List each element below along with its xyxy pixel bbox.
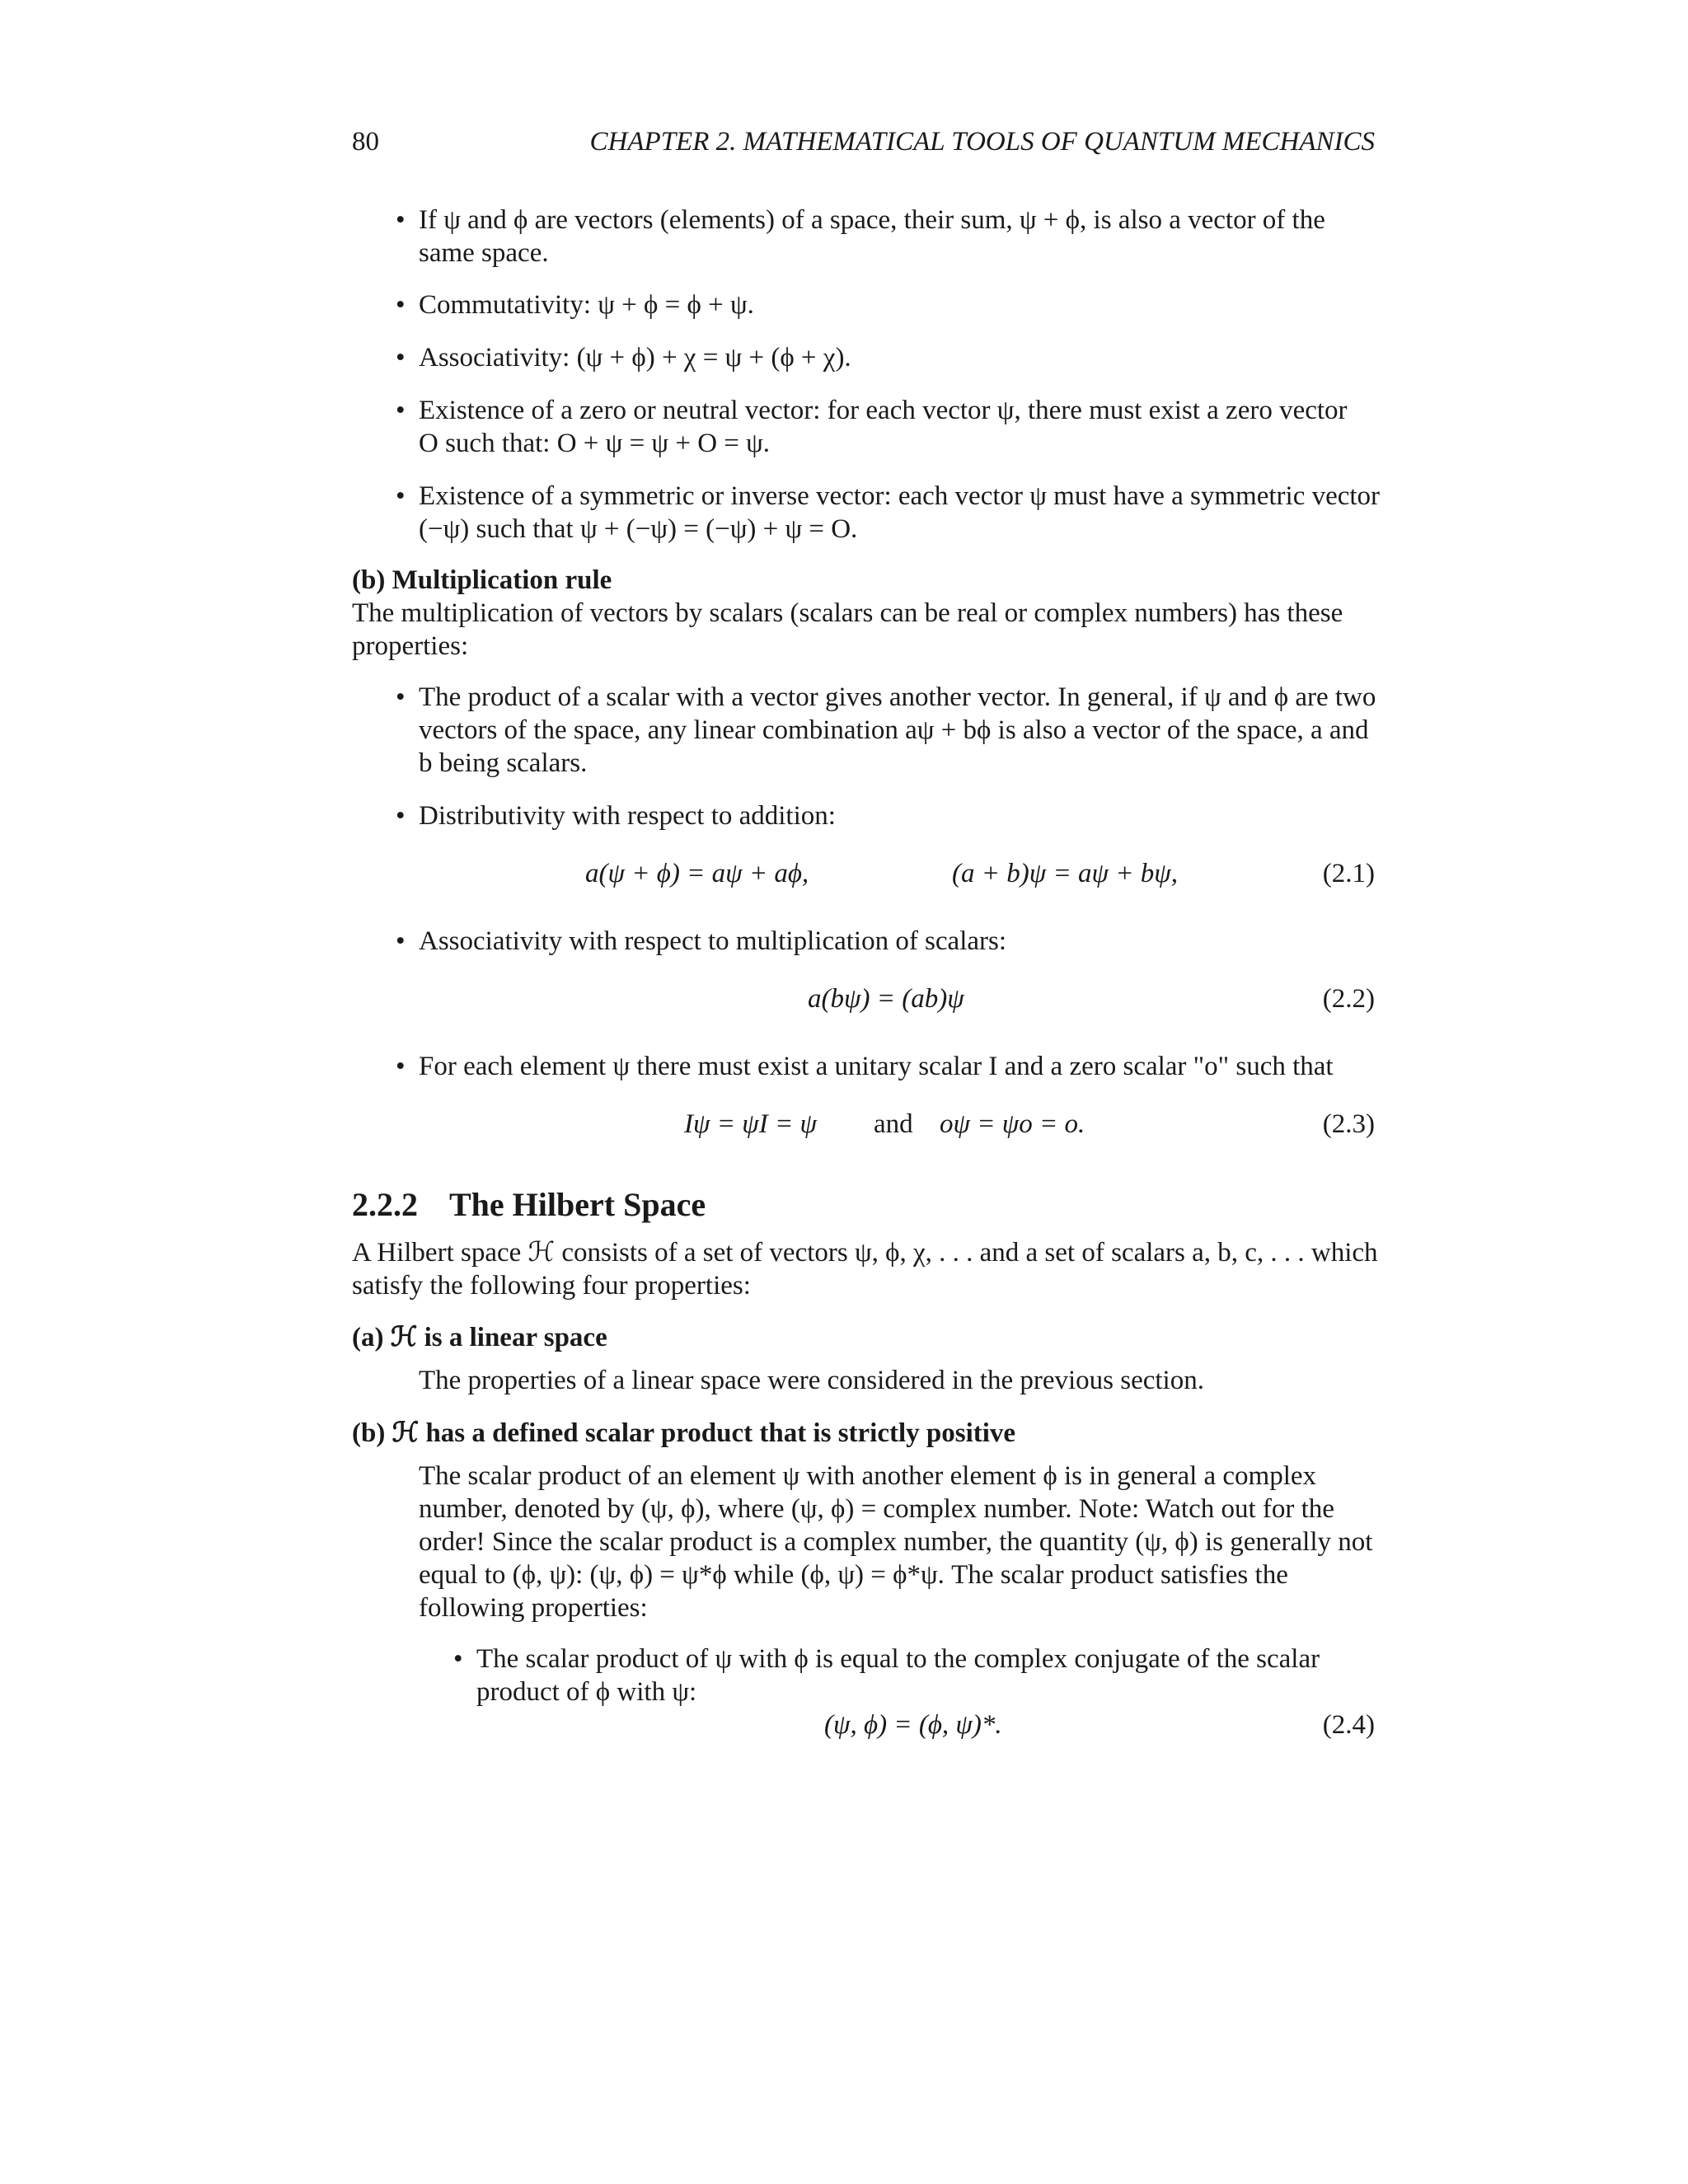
property-a-text: The properties of a linear space were considered in the previous section.: [419, 1366, 1204, 1395]
multiplication-bullet-distributivity: Distributivity with respect to addition:: [419, 801, 836, 831]
equation-number-2-4: (2.4): [1322, 1710, 1375, 1740]
section-number: 2.2.2: [352, 1186, 418, 1223]
bullet-marker: •: [396, 682, 406, 712]
multiplication-intro: The multiplication of vectors by scalars (scalars can be real or complex numbers) has these properties:: [352, 598, 1343, 661]
equation-number-2-2: (2.2): [1322, 984, 1375, 1014]
equation-2-3-and: and: [874, 1109, 913, 1139]
property-a-heading: (a) ℋ is a linear space: [352, 1323, 607, 1352]
bullet-marker: •: [453, 1644, 463, 1674]
equation-2-2: a(bψ) = (ab)ψ: [808, 984, 964, 1014]
equation-2-3-left: Iψ = ψI = ψ: [684, 1109, 818, 1139]
bullet-marker: •: [396, 926, 406, 956]
equation-2-4: (ψ, ϕ) = (ϕ, ψ)*.: [824, 1710, 1002, 1740]
addition-bullet-inverse-vector: Existence of a symmetric or inverse vector: each vector ψ must have a symmetric vector (−ψ) such that ψ + (−ψ) = (−ψ) + ψ = O.: [419, 481, 1381, 544]
section-heading: [352, 1185, 706, 1225]
equation-2-1-right: (a + b)ψ = aψ + bψ,: [952, 859, 1179, 888]
bullet-marker: •: [396, 290, 406, 320]
addition-bullet-commutativity: Commutativity: ψ + ϕ = ϕ + ψ.: [419, 290, 754, 320]
addition-bullet-associativity: Associativity: (ψ + ϕ) + χ = ψ + (ϕ + χ).: [419, 343, 851, 373]
running-head: CHAPTER 2. MATHEMATICAL TOOLS OF QUANTUM MECHANICS: [589, 127, 1375, 157]
equation-2-3-right: oψ = ψo = o.: [940, 1109, 1085, 1139]
hilbert-space-intro: A Hilbert space ℋ consists of a set of vectors ψ, ϕ, χ, . . . and a set of scalars a, b, c, . . . which satisfy the following four properties:: [352, 1238, 1378, 1301]
addition-bullet-closure: If ψ and ϕ are vectors (elements) of a space, their sum, ψ + ϕ, is also a vector of the same space.: [419, 205, 1325, 268]
bullet-marker: •: [396, 801, 406, 831]
scalar-product-bullet-conjugate: The scalar product of ψ with ϕ is equal to the complex conjugate of the scalar product of ϕ with ψ:: [476, 1644, 1320, 1707]
equation-number-2-1: (2.1): [1322, 859, 1375, 888]
bullet-marker: •: [396, 1052, 406, 1081]
bullet-marker: •: [396, 396, 406, 425]
property-b-heading: (b) ℋ has a defined scalar product that is strictly positive: [352, 1418, 1016, 1448]
equation-number-2-3: (2.3): [1322, 1109, 1375, 1139]
multiplication-bullet-unitary-scalar: For each element ψ there must exist a unitary scalar I and a zero scalar "o" such that: [419, 1052, 1334, 1081]
property-b-text: The scalar product of an element ψ with another element ϕ is in general a complex number, denoted by (ψ, ϕ), where (ψ, ϕ) = complex number. Note: Watch out for the order! Since the scalar product is a complex number, the quantity (ψ, ϕ) is generally not equal to (ϕ, ψ): (ψ, ϕ) = ψ*ϕ while (ϕ, ψ) = ϕ*ψ. The scalar product satisfies the following properties:: [419, 1461, 1373, 1623]
equation-2-1-left: a(ψ + ϕ) = aψ + aϕ,: [585, 859, 809, 888]
multiplication-bullet-associativity: Associativity with respect to multiplication of scalars:: [419, 926, 1007, 956]
page-number: 80: [352, 127, 379, 157]
bullet-marker: •: [396, 343, 406, 373]
bullet-marker: •: [396, 205, 406, 235]
section-title: The Hilbert Space: [449, 1186, 706, 1223]
multiplication-bullet-product: The product of a scalar with a vector gives another vector. In general, if ψ and ϕ are two vectors of the space, any linear combination aψ + bϕ is also a vector of the space, a and b being scalars.: [419, 682, 1376, 778]
bullet-marker: •: [396, 481, 406, 511]
multiplication-rule-heading: (b) Multiplication rule: [352, 565, 612, 595]
addition-bullet-zero-vector: Existence of a zero or neutral vector: for each vector ψ, there must exist a zero vector O such that: O + ψ = ψ + O = ψ.: [419, 396, 1348, 458]
